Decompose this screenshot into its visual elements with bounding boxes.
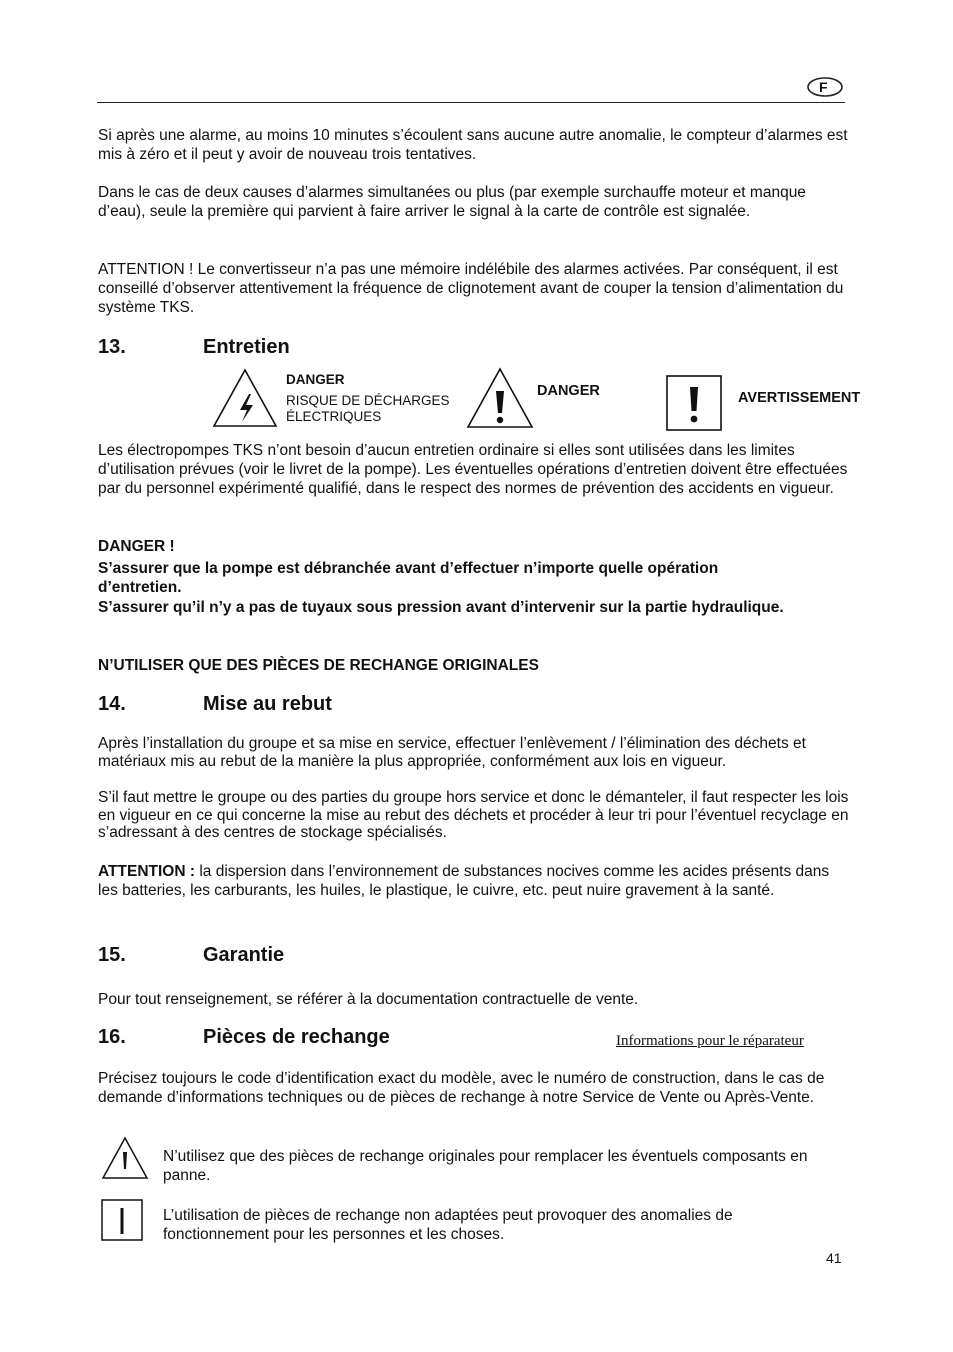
legend-danger-electric-title: DANGER <box>286 372 345 387</box>
warning-icon <box>666 375 722 431</box>
danger-icon <box>101 1136 149 1180</box>
section-13-originals-note: N’UTILISER QUE DES PIÈCES DE RECHANGE ORIGINALES <box>98 657 539 674</box>
section-16-warning-1: N’utilisez que des pièces de rechange originales pour remplacer les éventuels composants en panne. <box>163 1148 808 1184</box>
intro-paragraph-3: ATTENTION ! Le convertisseur n’a pas une mémoire indélébile des alarmes activées. Par conséquent, il est conseillé d’observer attentivement la fréquence de clignotement avant de couper la tension d’alimentation du système TKS. <box>98 261 844 316</box>
legend-danger-electric-subtitle-2: ÉLECTRIQUES <box>286 409 382 424</box>
legend-danger-general-title: DANGER <box>537 383 600 399</box>
section-15-paragraph: Pour tout renseignement, se référer à la documentation contractuelle de vente. <box>98 991 639 1008</box>
section-13-danger-label: DANGER ! <box>98 538 175 555</box>
intro-paragraph-2: Dans le cas de deux causes d’alarmes simultanées ou plus (par exemple surchauffe moteur et manque d’eau), seule la première qui parvient à faire arriver le signal à la carte de contrôle est signalée. <box>98 184 806 220</box>
section-16-number: 16. <box>98 1026 126 1048</box>
section-16-repairer-note: Informations pour le réparateur <box>616 1033 804 1049</box>
section-14-number: 14. <box>98 693 126 715</box>
legend-warning-title: AVERTISSEMENT <box>738 390 861 406</box>
header-rule <box>97 102 845 103</box>
section-13-number: 13. <box>98 336 126 358</box>
section-13-danger-line-1: S’assurer que la pompe est débranchée avant d’effectuer n’importe quelle opération d’entretien. <box>98 560 719 596</box>
section-13-title: Entretien <box>203 336 290 358</box>
section-13-heading <box>98 335 290 359</box>
section-15-heading <box>98 943 284 967</box>
section-14-attention <box>98 862 850 900</box>
legend-danger-electric-subtitle-1: RISQUE DE DÉCHARGES <box>286 393 450 408</box>
section-13-paragraph: Les électropompes TKS n’ont besoin d’aucun entretien ordinaire si elles sont utilisées dans les limites d’utilisation prévues (voir le livret de la pompe). Les éventuelles opérations d’entretien doivent être effectuées par du personnel expérimenté qualifié, dans le respect des normes de prévention des accidents en vigueur. <box>98 442 848 497</box>
intro-paragraph-1: Si après une alarme, au moins 10 minutes s’écoulent sans aucune autre anomalie, le compteur d’alarmes est mis à zéro et il peut y avoir de nouveau trois tentatives. <box>98 127 848 163</box>
language-badge-label: F <box>819 79 828 95</box>
section-13-danger-line-2: S’assurer qu’il n’y a pas de tuyaux sous pression avant d’intervenir sur la partie hydraulique. <box>98 599 784 616</box>
section-14-paragraph-1: Après l’installation du groupe et sa mise en service, effectuer l’enlèvement / l’élimination des déchets et matériaux mis au rebut de la manière la plus appropriée, conformément aux lois en vigueur. <box>98 735 806 770</box>
section-16-heading <box>98 1025 390 1049</box>
attention-icon <box>101 1199 143 1241</box>
section-14-title: Mise au rebut <box>203 693 332 715</box>
section-16-paragraph: Précisez toujours le code d’identification exact du modèle, avec le numéro de construction, dans le cas de demande d’informations techniques ou de pièces de rechange à notre Service de Vente ou Après-Vente. <box>98 1070 825 1106</box>
section-14-paragraph-2: S’il faut mettre le groupe ou des parties du groupe hors service et donc le démanteler, il faut respecter les lois en vigueur en ce qui concerne la mise au rebut des déchets et procéder à leur tri pour l’éventuel recyclage en s’adressant à des centres de stockage spécialisés. <box>98 789 849 841</box>
section-16-title: Pièces de rechange <box>203 1026 390 1048</box>
section-14-attention-text: la dispersion dans l’environnement de substances nocives comme les acides présents dans les batteries, les carburants, les huiles, le plastique, le cuivre, etc. peut nuire gravement à la santé. <box>98 863 830 899</box>
page-number: 41 <box>826 1250 842 1266</box>
section-14-heading <box>98 692 332 716</box>
language-badge <box>806 76 844 98</box>
section-14-attention-label: ATTENTION : <box>98 863 196 880</box>
section-15-title: Garantie <box>203 944 285 966</box>
electric-danger-icon <box>212 368 278 428</box>
general-danger-icon <box>466 367 534 429</box>
section-16-warning-2: L’utilisation de pièces de rechange non adaptées peut provoquer des anomalies de fonctionnement pour les personnes et les choses. <box>163 1207 733 1243</box>
section-15-number: 15. <box>98 944 126 966</box>
